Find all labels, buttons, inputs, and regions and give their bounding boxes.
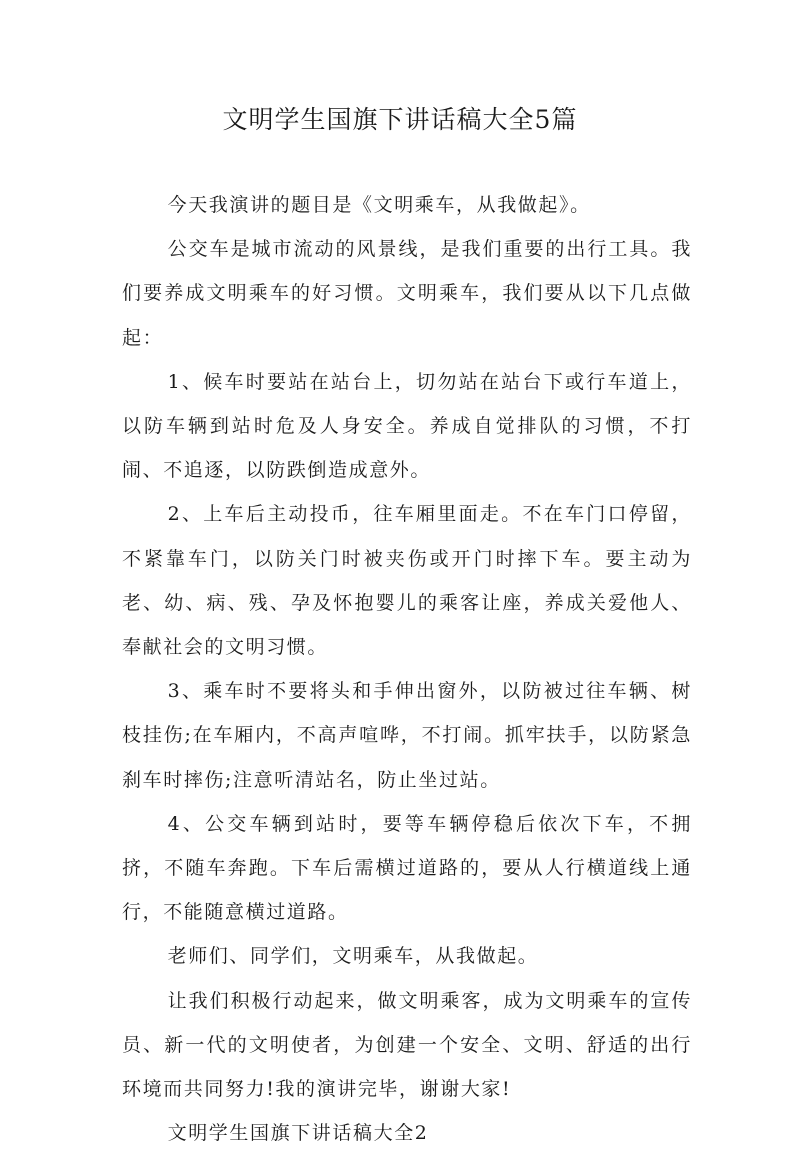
paragraph: 公交车是城市流动的风景线，是我们重要的出行工具。我们要养成文明乘车的好习惯。文明乘车，我们要从以下几点做起：: [122, 238, 692, 349]
paragraph: 2、上车后主动投币，往车厢里面走。不在车门口停留，不紧靠车门，以防关门时被夹伤或开门时摔下车。要主动为老、幼、病、残、孕及怀抱婴儿的乘客让座，养成关爱他人、奉献社会的文明习惯。: [122, 503, 692, 659]
paragraph: 3、乘车时不要将头和手伸出窗外，以防被过往车辆、树枝挂伤;在车厢内，不高声喧哗，不打闹。抓牢扶手，以防紧急刹车时摔伤;注意听清站名，防止坐过站。: [122, 680, 692, 791]
paragraph: 老师们、同学们，文明乘车，从我做起。: [167, 945, 539, 968]
paragraph: 让我们积极行动起来，做文明乘客，成为文明乘车的宣传员、新一代的文明使者，为创建一个安全、文明、舒适的出行环境而共同努力!我的演讲完毕，谢谢大家!: [122, 989, 692, 1101]
paragraph: 4、公交车辆到站时，要等车辆停稳后依次下车，不拥挤，不随车奔跑。下车后需横过道路的，要从人行横道线上通行，不能随意横过道路。: [122, 812, 692, 924]
paragraph: 1、候车时要站在站台上，切勿站在站台下或行车道上，以防车辆到站时危及人身安全。养成自觉排队的习惯，不打闹、不追逐，以防跌倒造成意外。: [122, 370, 692, 482]
document-body: [122, 183, 692, 1155]
next-section-heading: 文明学生国旗下讲话稿大全2: [167, 1122, 429, 1145]
paragraph: 今天我演讲的题目是《文明乘车，从我做起》。: [167, 194, 591, 216]
document-title: 文明学生国旗下讲话稿大全5篇: [222, 105, 578, 134]
